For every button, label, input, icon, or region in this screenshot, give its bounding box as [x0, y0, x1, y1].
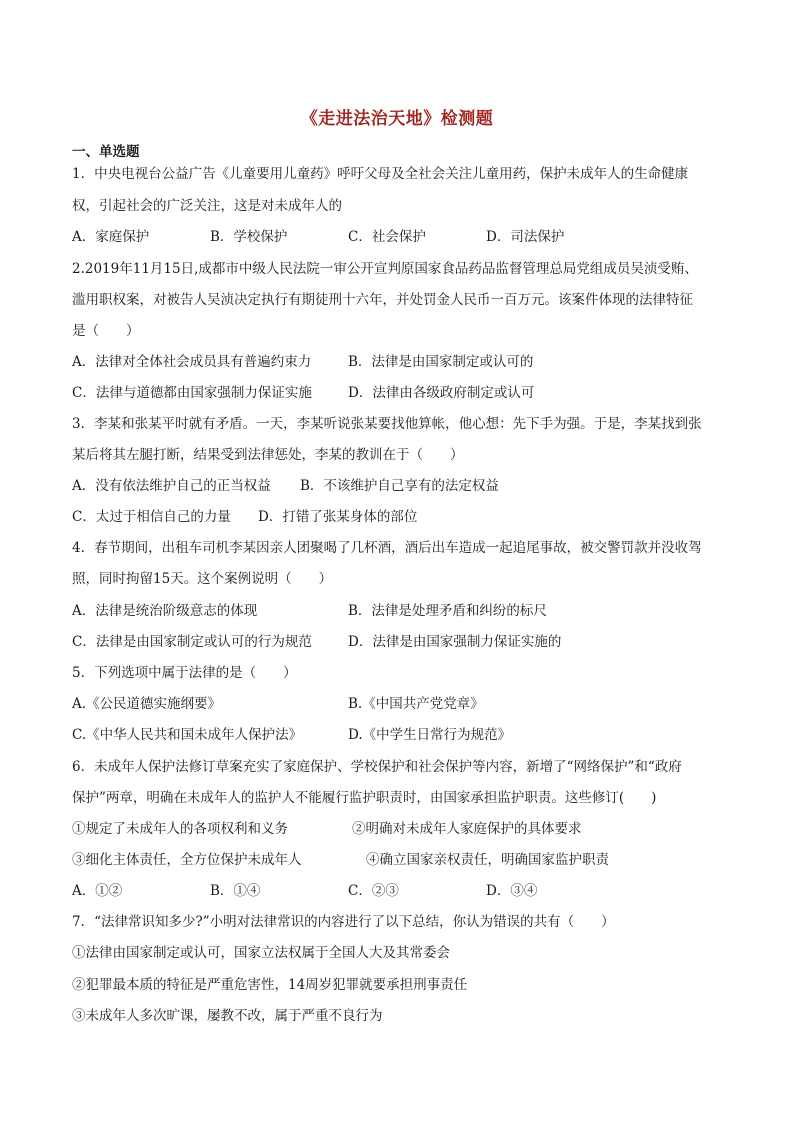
question-5-line-1: 5．下列选项中属于法律的是（ ）: [72, 665, 297, 681]
question-1-option-c: C．社会保护: [348, 229, 426, 245]
question-2-line-2: 滥用职权案，对被告人吴浈决定执行有期徒刑十六年，并处罚金人民币一百万元。该案件体现的法律特征: [72, 292, 693, 308]
question-6-option-b: B．①④: [210, 883, 261, 899]
question-6-line-2: 保护”两章，明确在未成年人的监护人不能履行监护职责时，由国家承担监护职责。这些修订( ): [72, 790, 657, 806]
question-2-option-c: C．法律与道德都由国家强制力保证实施: [72, 385, 312, 401]
question-3-option-b: B．不该维护自己享有的法定权益: [300, 478, 499, 494]
question-7-line-1: 7．“法律常识知多少?”小明对法律常识的内容进行了以下总结，你认为错误的共有（ ）: [72, 914, 615, 930]
question-7-statement-2: ②犯罪最本质的特征是严重危害性，14周岁犯罪就要承担刑事责任: [72, 977, 468, 993]
question-1-line-1: 1．中央电视台公益广告《儿童要用儿童药》呼吁父母及全社会关注儿童用药，保护未成年人的生命健康: [72, 166, 689, 182]
question-1-line-2: 权，引起社会的广泛关注，这是对未成年人的: [72, 198, 342, 214]
section-heading: 一、单选题: [72, 144, 140, 160]
question-4-option-c: C．法律是由国家制定或认可的行为规范: [72, 634, 312, 650]
question-6-statement-2: ②明确对未成年人家庭保护的具体要求: [352, 821, 582, 837]
question-6-statement-1: ①规定了未成年人的各项权利和义务: [72, 821, 288, 837]
question-2-line-1: 2.2019年11月15日,成都市中级人民法院一审公开宣判原国家食品药品监督管理总局党组成员吴浈受贿、: [72, 261, 698, 277]
question-3-option-a: A．没有依法维护自己的正当权益: [72, 478, 271, 494]
question-4-option-d: D．法律是由国家强制力保证实施的: [348, 634, 562, 650]
question-2-option-d: D．法律由各级政府制定或认可: [348, 385, 535, 401]
question-5-option-b: B.《中国共产党党章》: [348, 696, 484, 712]
question-5-option-d: D.《中学生日常行为规范》: [348, 727, 512, 743]
question-6-option-a: A．①②: [72, 883, 123, 899]
question-4-line-1: 4．春节期间，出租车司机李某因亲人团聚喝了几杯酒，酒后出车造成一起追尾事故，被交警罚款并没收驾: [72, 540, 702, 556]
question-3-line-1: 3．李某和张某平时就有矛盾。一天，李某听说张某要找他算帐，他心想：先下手为强。于是，李某找到张: [72, 416, 702, 432]
question-5-option-c: C.《中华人民共和国未成年人保护法》: [72, 727, 303, 743]
question-2-option-a: A．法律对全体社会成员具有普遍约束力: [72, 354, 312, 370]
question-6-line-1: 6．未成年人保护法修订草案充实了家庭保护、学校保护和社会保护等内容，新增了“网络保护”和“政府: [72, 759, 682, 775]
question-1-option-d: D．司法保护: [486, 229, 565, 245]
question-7-statement-1: ①法律由国家制定或认可，国家立法权属于全国人大及其常委会: [72, 945, 450, 961]
question-2-line-3: 是（ ）: [72, 323, 140, 339]
question-2-option-b: B．法律是由国家制定或认可的: [348, 354, 534, 370]
question-4-option-b: B．法律是处理矛盾和纠纷的标尺: [348, 603, 547, 619]
question-3-option-c: C．太过于相信自己的力量: [72, 509, 231, 525]
question-4-option-a: A．法律是统治阶级意志的体现: [72, 603, 258, 619]
question-6-option-c: C．②③: [348, 883, 399, 899]
question-3-line-2: 某后将其左腿打断，结果受到法律惩处，李某的教训在于（ ）: [72, 447, 464, 463]
question-7-statement-3: ③未成年人多次旷课，屡教不改，属于严重不良行为: [72, 1008, 383, 1024]
question-6-statement-4: ④确立国家亲权责任，明确国家监护职责: [366, 852, 609, 868]
question-6-statement-3: ③细化主体责任，全方位保护未成年人: [72, 852, 302, 868]
question-5-option-a: A.《公民道德实施纲要》: [72, 696, 222, 712]
question-6-option-d: D．③④: [486, 883, 538, 899]
question-1-option-a: A．家庭保护: [72, 229, 150, 245]
question-3-option-d: D．打错了张某身体的部位: [258, 509, 418, 525]
question-4-line-2: 照，同时拘留15天。这个案例说明（ ）: [72, 571, 333, 587]
question-1-option-b: B．学校保护: [210, 229, 288, 245]
document-title: 《走进法治天地》检测题: [300, 109, 494, 129]
